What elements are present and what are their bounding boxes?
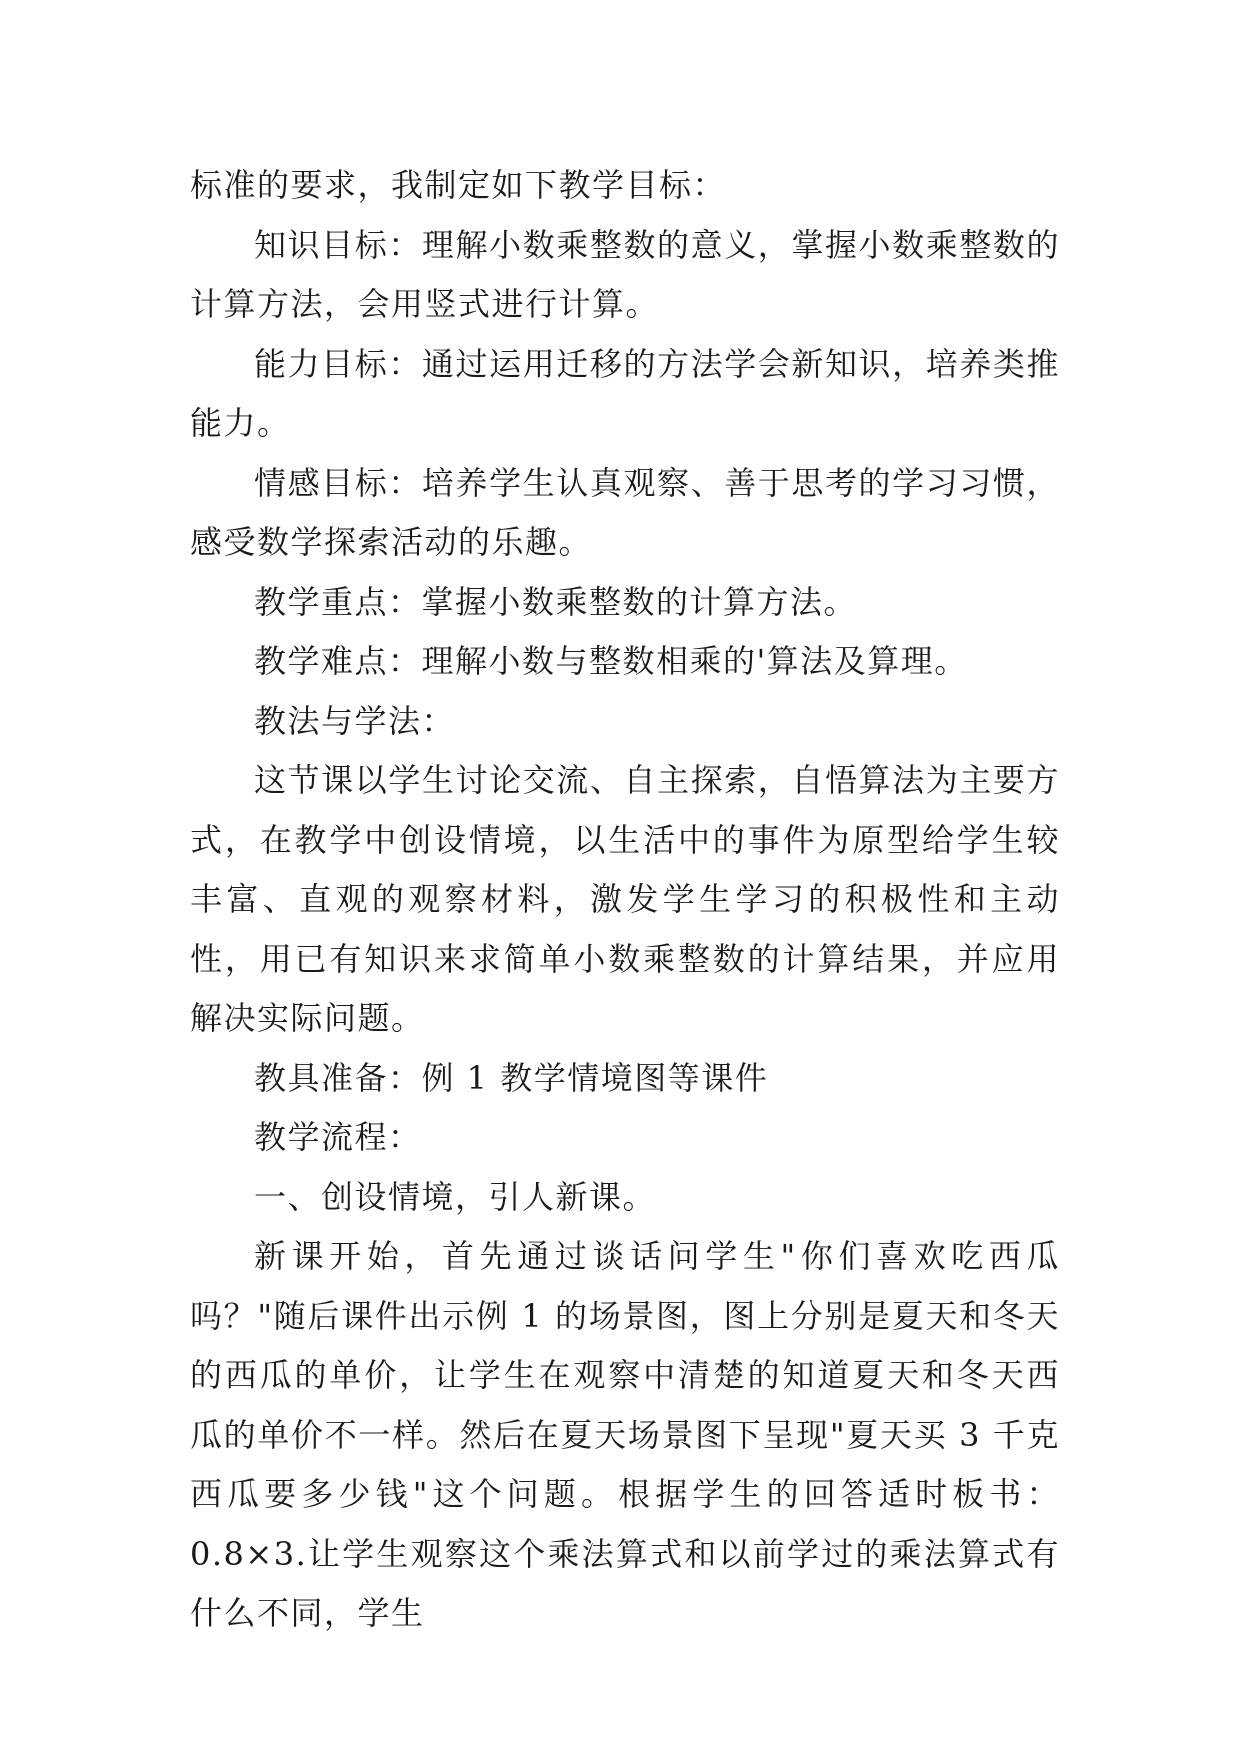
paragraph-lesson-intro: 新课开始，首先通过谈话问学生"你们喜欢吃西瓜吗？"随后课件出示例 1 的场景图，图上分别是夏天和冬天的西瓜的单价，让学生在观察中清楚的知道夏天和冬天西瓜的单价不一样。然后在夏天场景图下呈现"夏天买 3 千克西瓜要多少钱"这个问题。根据学生的回答适时板书：0.8×3.让学生观察这个乘法算式和以前学过的乘法算式有什么不同，学生 — [190, 1237, 1060, 1632]
paragraph-process-heading: 教学流程： — [254, 1118, 422, 1156]
paragraph-methods: 这节课以学生讨论交流、自主探索，自悟算法为主要方式，在教学中创设情境，以生活中的事件为原型给学生较丰富、直观的观察材料，激发学生学习的积极性和主动性，用已有知识来求简单小数乘整数的计算结果，并应用解决实际问题。 — [190, 761, 1060, 1037]
paragraph-continuation: 标准的要求，我制定如下教学目标： — [190, 166, 727, 204]
paragraph-knowledge-goal: 知识目标：理解小数乘整数的意义，掌握小数乘整数的计算方法，会用竖式进行计算。 — [190, 225, 1060, 323]
paragraph-emotion-goal: 情感目标：培养学生认真观察、善于思考的学习习惯，感受数学探索活动的乐趣。 — [190, 463, 1060, 561]
paragraph-difficulty: 教学难点：理解小数与整数相乘的'算法及算理。 — [254, 642, 968, 680]
paragraph-key-point: 教学重点：掌握小数乘整数的计算方法。 — [254, 582, 858, 621]
paragraph-section-one: 一、创设情境，引人新课。 — [254, 1177, 657, 1216]
paragraph-methods-heading: 教法与学法： — [254, 701, 456, 740]
document-body — [190, 156, 1060, 1644]
paragraph-ability-goal: 能力目标：通过运用迁移的方法学会新知识，培养类推能力。 — [190, 344, 1060, 442]
paragraph-teaching-aids: 教具准备：例 1 教学情境图等课件 — [254, 1058, 769, 1097]
